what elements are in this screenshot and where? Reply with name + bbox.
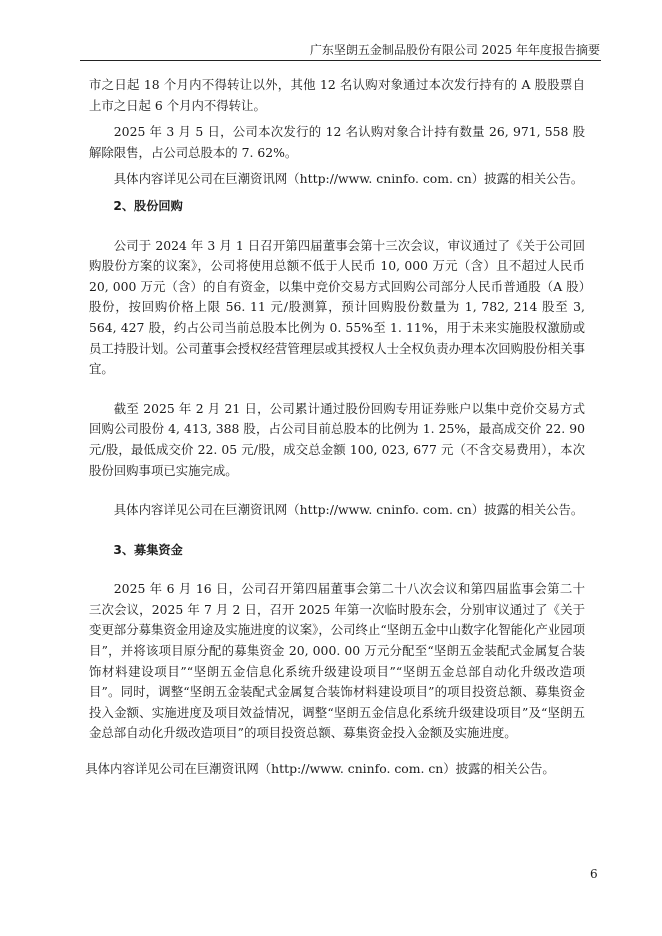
header-divider [80, 60, 601, 61]
paragraph-reference-2: 具体内容详见公司在巨潮资讯网（http://www. cninfo. com. cn）披露的相关公告。 [113, 502, 584, 518]
section-title-raised-funds: 3、募集资金 [113, 542, 183, 557]
page-number: 6 [590, 867, 598, 881]
paragraph-reference-3: 具体内容详见公司在巨潮资讯网（http://www. cninfo. com. cn）披露的相关公告。 [85, 761, 555, 777]
paragraph-buyback-plan: 公司于 2024 年 3 月 1 日召开第四届董事会第十三次会议，审议通过了《关于公司回购股份方案的议案》，公司将使用总额不低于人民币 10, 000 万元（含）且不超过人民币 20, 000 万元（含）的自有资金，以集中竞价交易方式回购公司部分人民币普通股（A 股）股份，按回购价格上限 56. 11 元/股测算，预计回购股份数量为 1, 782, 214 股至 3, 564, 427 股，约占公司当前总股本比例为 0. 55%至 1. 11%，用于未来实施股权激励或员工持股计划。公司董事会授权经营管理层或其授权人士全权负责办理本次回购股份相关事宜。 [89, 237, 585, 377]
document-body [85, 75, 585, 780]
page-header: 广东坚朗五金制品股份有限公司 2025 年年度报告摘要 [309, 43, 600, 57]
paragraph-buyback-result: 截至 2025 年 2 月 21 日，公司累计通过股份回购专用证券账户以集中竞价交易方式回购公司股份 4, 413, 388 股，占公司目前总股本的比例为 1. 25%，最高成交价 22. 90 元/股，最低成交价 22. 05 元/股，成交总金额 100, 023, 677 元（不含交易费用），本次股份回购事项已实施完成。 [89, 400, 585, 478]
paragraph-reference-1: 具体内容详见公司在巨潮资讯网（http://www. cninfo. com. cn）披露的相关公告。 [113, 171, 584, 187]
section-title-share-buyback: 2、股份回购 [113, 198, 183, 213]
paragraph-raised-funds: 2025 年 6 月 16 日，公司召开第四届董事会第二十八次会议和第四届监事会第二十三次会议，2025 年 7 月 2 日，召开 2025 年第一次临时股东会，分别审议通过了《关于变更部分募集资金用途及实施进度的议案》，公司终止“坚朗五金中山数字化智能化产业园项目”，并将该项目原分配的募集资金 20, 000. 00 万元分配至“坚朗五金装配式金属复合装饰材料建设项目”“坚朗五金信息化系统升级建设项目”“坚朗五金总部自动化升级改造项目”。同时，调整“坚朗五金装配式金属复合装饰材料建设项目”的项目投资总额、募集资金投入金额、实施进度及项目效益情况，调整“坚朗五金信息化系统升级建设项目”及“坚朗五金总部自动化升级改造项目”的项目投资总额、募集资金投入金额及实施进度。 [89, 581, 585, 741]
paragraph-unlock: 2025 年 3 月 5 日，公司本次发行的 12 名认购对象合计持有数量 26, 971, 558 股解除限售，占公司总股本的 7. 62%。 [89, 124, 585, 160]
paragraph-lockup-period: 市之日起 18 个月内不得转让以外，其他 12 名认购对象通过本次发行持有的 A 股股票自上市之日起 6 个月内不得转让。 [89, 77, 585, 113]
